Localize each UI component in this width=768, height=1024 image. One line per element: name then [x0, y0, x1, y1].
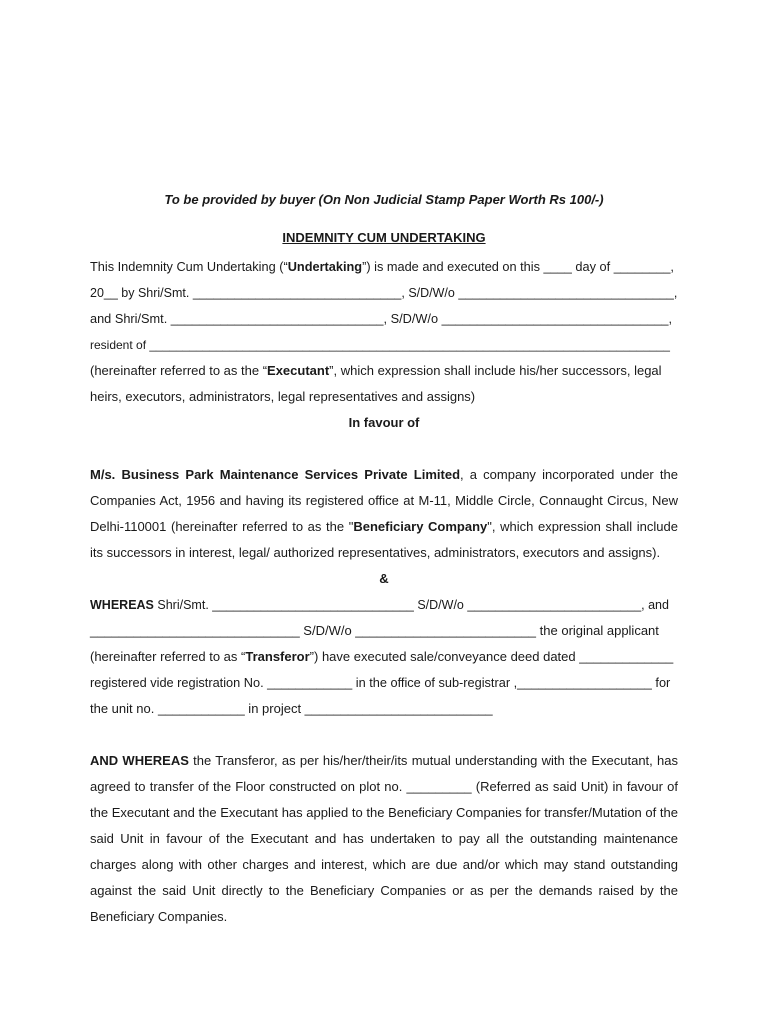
intro-line-5: [90, 358, 678, 384]
document-body: [90, 190, 678, 930]
intro-line-4: resident of ______________________________________________________________________________: [90, 338, 670, 352]
whereas-line-1: [90, 592, 678, 618]
and-whereas-paragraph: [90, 748, 678, 930]
and-whereas-lead: AND WHEREAS: [90, 753, 189, 768]
whereas-line-5: the unit no. ____________ in project __________________________: [90, 701, 493, 716]
whereas-paragraph: [90, 592, 678, 722]
beneficiary-paragraph: [90, 462, 678, 566]
intro-line-3: and Shri/Smt. ______________________________, S/D/W/o ________________________________,: [90, 311, 673, 326]
beneficiary-name: M/s. Business Park Maintenance Services Private Limited: [90, 467, 461, 482]
transferor-term: Transferor: [245, 649, 310, 664]
beneficiary-text: , a company incorporated under the Companies Act, 1956 and having its registered office at M-11, Middle Circle, Connaught Circus, New Delhi-110001 (hereinafter referred to as the ": [90, 467, 678, 534]
and-whereas-text: the Transferor, as per his/her/their/its mutual understanding with the Executant, has agreed to transfer of the Floor constructed on plot no. _________ (Referred as said Unit) in favour of the Executant and the Executant has applied to the Beneficiary Companies for transfer/Mutation of the said Unit in favour of the Executant and has undertaken to pay all the outstanding maintenance charges along with other charges and interest, which are due and/or which may stand outstanding against the said Unit directly to the Beneficiary Companies or as per the demands raised by the Beneficiary Companies.: [90, 753, 678, 924]
intro-line-6: heirs, executors, administrators, legal representatives and assigns): [90, 389, 476, 404]
whereas-line-3-text-end: ”) have executed sale/conveyance deed dated _____________: [309, 649, 674, 664]
executant-term: Executant: [267, 363, 330, 378]
beneficiary-company-term: Beneficiary Company: [353, 519, 488, 534]
whereas-line-3: [90, 644, 678, 670]
intro-line-5-text-end: ”, which expression shall include his/her successors, legal: [329, 363, 662, 378]
ampersand: &: [379, 571, 389, 586]
spacer: [90, 436, 678, 462]
intro-line-2: 20__ by Shri/Smt. ______________________________, S/D/W/o _______________________________,: [90, 286, 678, 300]
whereas-line-3-text: (hereinafter referred to as “: [90, 649, 246, 664]
intro-paragraph: [90, 254, 678, 410]
whereas-line-1-text: Shri/Smt. _____________________________ S/D/W/o _________________________, and: [157, 598, 669, 612]
intro-line-5-text: (hereinafter referred to as the “: [90, 363, 268, 378]
intro-line-1: [90, 254, 678, 280]
stamp-paper-note: To be provided by buyer (On Non Judicial Stamp Paper Worth Rs 100/-): [164, 192, 604, 207]
intro-line-1-text: This Indemnity Cum Undertaking (“: [90, 259, 288, 274]
whereas-lead: WHEREAS: [90, 598, 154, 612]
spacer: [90, 722, 678, 748]
intro-line-1-text-end: ”) is made and executed on this ____ day of ________,: [362, 259, 674, 274]
beneficiary-text-end: ", which expression shall include its successors in interest, legal/ authorized representatives, administrators, executors and assigns).: [90, 519, 678, 560]
undertaking-term: Undertaking: [287, 259, 363, 274]
document-title: INDEMNITY CUM UNDERTAKING: [282, 230, 486, 245]
whereas-line-2: _____________________________ S/D/W/o _________________________ the original applicant: [90, 623, 659, 638]
in-favour-of-heading: In favour of: [348, 415, 420, 430]
whereas-line-4: registered vide registration No. ____________ in the office of sub-registrar ,___________________ for: [90, 675, 671, 690]
